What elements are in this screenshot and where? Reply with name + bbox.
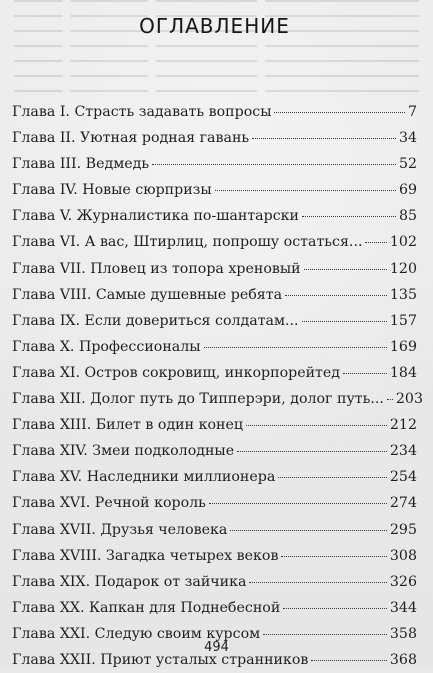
- toc-entry-title: Глава X. Профессионалы: [12, 338, 201, 355]
- dot-leader: [365, 242, 386, 243]
- toc-entry-title: Глава VI. А вас, Штирлиц, попрошу остаться...: [12, 234, 363, 251]
- toc-entry-page: 254: [389, 469, 417, 486]
- toc-entry: [12, 386, 423, 412]
- dot-leader: [311, 660, 387, 661]
- dot-leader: [209, 503, 387, 504]
- toc-entry: [12, 99, 417, 125]
- toc-entry: [12, 125, 417, 151]
- dot-leader: [281, 556, 386, 557]
- toc-entry: [12, 203, 417, 229]
- toc-entry-title: Глава IV. Новые сюрпризы: [12, 182, 212, 199]
- toc-entry-title: Глава VII. Пловец из топора хреновый: [12, 260, 301, 277]
- toc-entry-page: 69: [398, 182, 417, 199]
- toc-entry-page: 85: [398, 208, 417, 225]
- toc-entry-page: 135: [389, 286, 417, 303]
- toc-entry: [12, 229, 417, 255]
- toc-entry-title: Глава XX. Капкан для Поднебесной: [12, 599, 281, 616]
- toc-entry-title: Глава XVI. Речной король: [12, 495, 206, 512]
- toc-entry-page: 157: [389, 312, 417, 329]
- dot-leader: [274, 112, 404, 113]
- toc-entry-title: Глава XXI. Следую своим курсом: [12, 625, 261, 642]
- toc-entry-title: Глава XVIII. Загадка четырех веков: [12, 547, 279, 564]
- toc-entry-title: Глава IX. Если довериться солдатам...: [12, 312, 299, 329]
- toc-entry: [12, 438, 417, 464]
- dot-leader: [263, 634, 387, 635]
- toc-entry: [12, 308, 417, 334]
- toc-entry-page: 34: [398, 130, 417, 147]
- dot-leader: [343, 373, 387, 374]
- toc-entry: [12, 595, 417, 621]
- toc-entry: [12, 360, 417, 386]
- dot-leader: [246, 425, 387, 426]
- toc-entry-title: Глава XXII. Приют усталых странников: [12, 651, 309, 668]
- toc-entry-page: 184: [389, 364, 417, 381]
- dot-leader: [278, 477, 387, 478]
- toc-entry-title: Глава III. Ведмедь: [12, 156, 150, 173]
- dot-leader: [302, 321, 387, 322]
- toc-entry: [12, 517, 417, 543]
- toc-entry: [12, 334, 417, 360]
- dot-leader: [302, 216, 396, 217]
- toc-entry-title: Глава I. Страсть задавать вопросы: [12, 104, 272, 120]
- toc-entry-page: 234: [389, 443, 417, 460]
- page-number: 494: [204, 640, 229, 655]
- toc-entry-title: Глава II. Уютная родная гавань: [12, 130, 250, 147]
- dot-leader: [283, 608, 387, 609]
- toc-entry-title: Глава VIII. Самые душевные ребята: [12, 286, 283, 303]
- dot-leader: [387, 399, 393, 400]
- toc-entry: [12, 282, 417, 308]
- dot-leader: [237, 451, 387, 452]
- dot-leader: [304, 269, 387, 270]
- toc-entry-page: 368: [389, 651, 417, 668]
- toc-entry: [12, 151, 417, 177]
- toc-entry: [12, 256, 417, 282]
- toc-entry-title: Глава XIX. Подарок от зайчика: [12, 573, 247, 590]
- toc-entry-page: 7: [407, 104, 417, 120]
- toc-entry: [12, 490, 417, 516]
- toc-entry-title: Глава XIII. Билет в один конец: [12, 417, 243, 434]
- dot-leader: [215, 190, 396, 191]
- toc-entry-page: 169: [389, 338, 417, 355]
- dot-leader: [152, 164, 396, 165]
- toc-entry: [12, 177, 417, 203]
- toc-entry-page: 102: [389, 234, 417, 251]
- toc-entry-page: 326: [389, 573, 417, 590]
- toc-entry: [12, 464, 417, 490]
- toc-entry-title: Глава XIV. Змеи подколодные: [12, 443, 235, 460]
- dot-leader: [249, 582, 386, 583]
- toc-entry-page: 52: [398, 156, 417, 173]
- toc-entry-title: Глава XV. Наследники миллионера: [12, 469, 276, 486]
- dot-leader: [204, 347, 387, 348]
- toc-entry-title: Глава V. Журналистика по-шантарски: [12, 208, 299, 225]
- table-of-contents: [12, 99, 423, 673]
- toc-entry: [12, 543, 417, 569]
- toc-entry-title: Глава XII. Долог путь до Типперэри, долог путь...: [12, 391, 384, 408]
- toc-entry-page: 120: [389, 260, 417, 277]
- dot-leader: [252, 138, 396, 139]
- toc-entry-page: 295: [389, 521, 417, 538]
- toc-entry-title: Глава XVII. Друзья человека: [12, 521, 228, 538]
- toc-entry-page: 203: [395, 391, 423, 408]
- toc-entry-page: 308: [389, 547, 417, 564]
- toc-entry-page: 344: [389, 599, 417, 616]
- toc-entry-title: Глава XI. Остров сокровищ, инкорпорейтед: [12, 364, 341, 381]
- toc-entry-page: 358: [389, 625, 417, 642]
- toc-entry-page: 212: [389, 417, 417, 434]
- page-title: ОГЛАВЛЕНИЕ: [139, 14, 290, 38]
- toc-entry: [12, 412, 417, 438]
- toc-entry: [12, 569, 417, 595]
- toc-entry-page: 274: [389, 495, 417, 512]
- dot-leader: [230, 530, 387, 531]
- dot-leader: [285, 295, 387, 296]
